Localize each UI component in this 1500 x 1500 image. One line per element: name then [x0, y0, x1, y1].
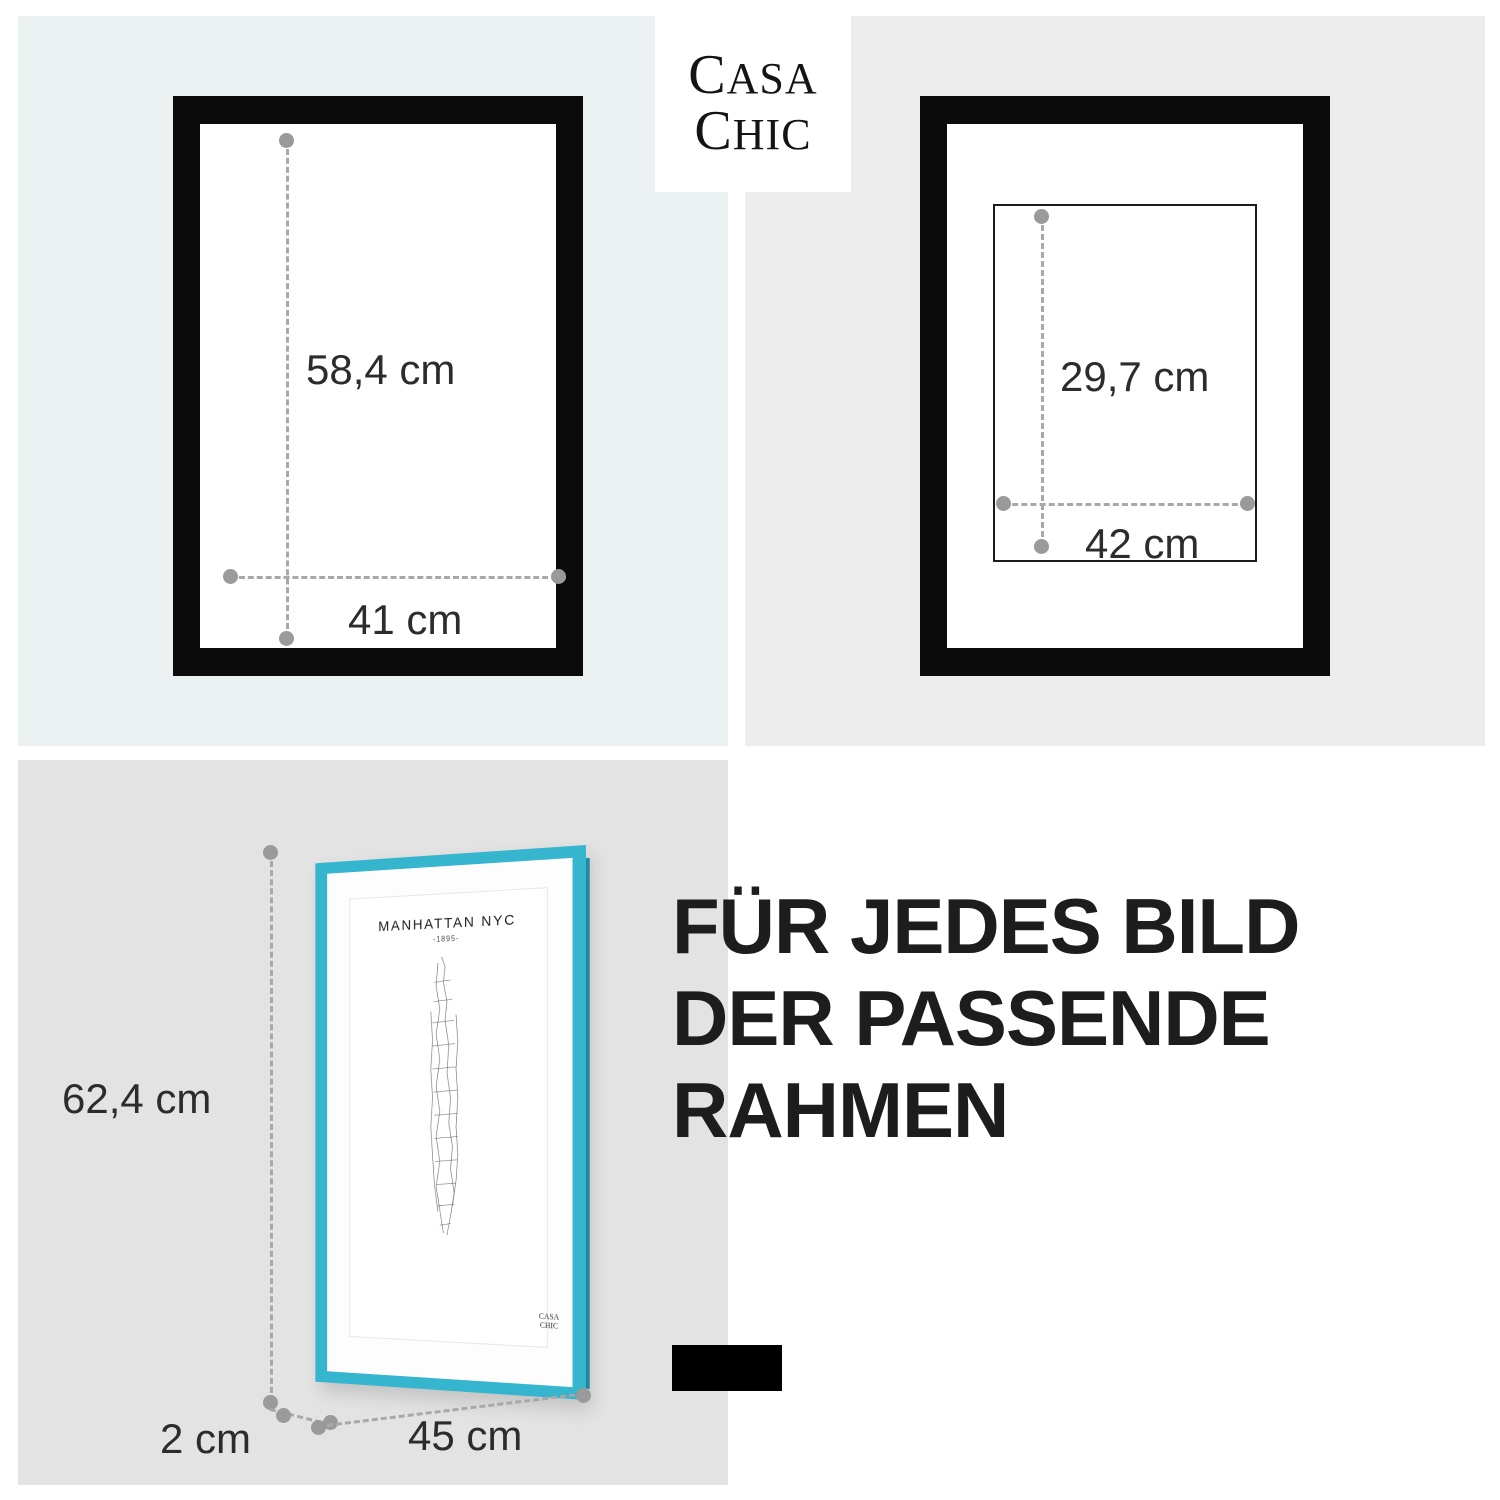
measurement-label-width: 45 cm [408, 1412, 523, 1459]
headline-line-3: RAHMEN [672, 1066, 1009, 1155]
height-guide-dot-top [263, 845, 278, 860]
headline-line-1: FÜR JEDES BILD [672, 882, 1300, 970]
poster-title: MANHATTAN NYC [378, 911, 517, 935]
measurement-label-width: 41 cm [348, 596, 463, 643]
height-guide-dot-bottom [1034, 539, 1049, 554]
headline [672, 880, 1472, 1156]
height-guide-dot-top [279, 133, 294, 148]
measurement-label-height: 58,4 cm [306, 346, 456, 393]
height-guide-dot-top [1034, 209, 1049, 224]
measurement-label-height: 29,7 cm [1060, 353, 1210, 400]
width-guide-dot-left [996, 496, 1011, 511]
height-guide-line [270, 852, 273, 1402]
picture-frame-turquoise [315, 845, 586, 1400]
frame-glass-area [327, 858, 572, 1387]
poster-credit: CASA CHIC [538, 1311, 560, 1331]
width-guide-line [230, 576, 566, 579]
height-guide-line [1041, 216, 1044, 546]
height-guide-line [286, 140, 289, 638]
poster-mat [349, 887, 547, 1348]
width-guide-dot-right [551, 569, 566, 584]
brand-logo-line-1: CASA [688, 44, 818, 107]
measurement-label-height: 62,4 cm [62, 1075, 212, 1122]
measurement-label-width: 42 cm [1085, 520, 1200, 567]
brand-logo [655, 16, 851, 192]
manhattan-map-illustration [415, 952, 478, 1244]
panel-frame-outer-dimensions [18, 16, 728, 746]
panel-mat-opening-dimensions [745, 16, 1485, 746]
width-guide-dot-left [223, 569, 238, 584]
width-guide-dot-left [311, 1420, 326, 1435]
brand-logo-line-2: CHIC [694, 100, 812, 162]
width-guide-line [1003, 503, 1247, 506]
headline-line-2: DER PASSENDE [672, 974, 1270, 1063]
poster-subtitle: -1895- [432, 934, 460, 944]
measurement-label-depth: 2 cm [160, 1415, 252, 1462]
height-guide-dot-bottom [279, 631, 294, 646]
black-accent-bar [672, 1345, 782, 1391]
depth-guide-dot-a [276, 1408, 291, 1423]
width-guide-dot-right [1240, 496, 1255, 511]
width-guide-dot-right [576, 1388, 591, 1403]
